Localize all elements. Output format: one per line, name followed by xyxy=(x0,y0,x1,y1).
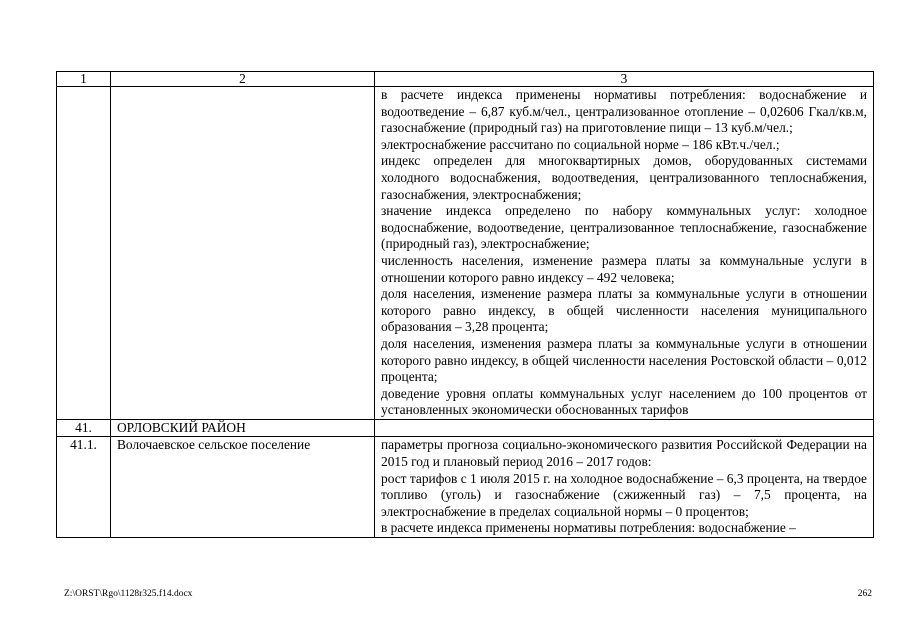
description-paragraph: доведение уровня оплаты коммунальных услуг населением до 100 процентов от установленных экономически обоснованных тарифов xyxy=(381,385,867,418)
district-number: 41. xyxy=(57,419,111,437)
description-paragraph: доля населения, изменение размера платы за коммунальные услуги в отношении которого равно индексу, в общей численности населения муниципального образования – 3,28 процента; xyxy=(381,286,867,335)
footer-file-path: Z:\ORST\Rgo\1128r325.f14.docx xyxy=(64,589,193,599)
table-row xyxy=(57,87,874,420)
table-row xyxy=(57,437,874,538)
row-description xyxy=(375,437,874,538)
description-paragraph: в расчете индекса применены нормативы потребления: водоснабжение – xyxy=(381,520,796,536)
footer-page-number: 262 xyxy=(857,589,872,599)
row-number: 41.1. xyxy=(57,437,111,538)
description-paragraph: электроснабжение рассчитано по социальной норме – 186 кВт.ч./чел.; xyxy=(381,136,780,152)
description-paragraph: параметры прогноза социально-экономического развития Российской Федерации на 2015 год и плановый период 2016 – 2017 годов: xyxy=(381,437,867,470)
column-header-3: 3 xyxy=(375,72,874,87)
district-name: ОРЛОВСКИЙ РАЙОН xyxy=(111,419,375,437)
description-paragraph: индекс определен для многоквартирных домов, оборудованных системами холодного водоснабжения, водоотведения, централизованного теплоснабжения, газоснабжения, электроснабжения; xyxy=(381,153,867,202)
description-paragraph: в расчете индекса применены нормативы потребления: водоснабжение и водоотведение – 6,87 куб.м/чел., централизованное отопление – 0,02606 Гкал/кв.м, газоснабжение (природный газ) на приготовление пищи – 13 куб.м/чел.; xyxy=(381,87,867,136)
district-row xyxy=(57,419,874,437)
row-description xyxy=(375,87,874,420)
description-paragraph: доля населения, изменения размера платы за коммунальные услуги в отношении которого равно индексу, в общей численности населения Ростовской области – 0,012 процента; xyxy=(381,335,867,385)
document-table xyxy=(56,71,874,538)
column-header-2: 2 xyxy=(111,72,375,87)
district-description xyxy=(375,419,874,437)
description-paragraph: численность населения, изменение размера платы за коммунальные услуги в отношении которого равно индексу – 492 человека; xyxy=(381,252,867,285)
row-name xyxy=(111,87,375,420)
column-header-1: 1 xyxy=(57,72,111,87)
row-number xyxy=(57,87,111,420)
description-paragraph: значение индекса определено по набору коммунальных услуг: холодное водоснабжение, водоотведение, централизованное теплоснабжение, газоснабжение (природный газ), электроснабжение; xyxy=(381,203,867,252)
description-paragraph: рост тарифов с 1 июля 2015 г. на холодное водоснабжение – 6,3 процента, на твердое топливо (уголь) и газоснабжение (сжиженный газ) – 7,5 процента, на электроснабжение в пределах социальной нормы – 0 процентов; xyxy=(381,470,867,519)
table-header-row xyxy=(57,72,874,87)
row-name: Волочаевское сельское поселение xyxy=(111,437,375,538)
